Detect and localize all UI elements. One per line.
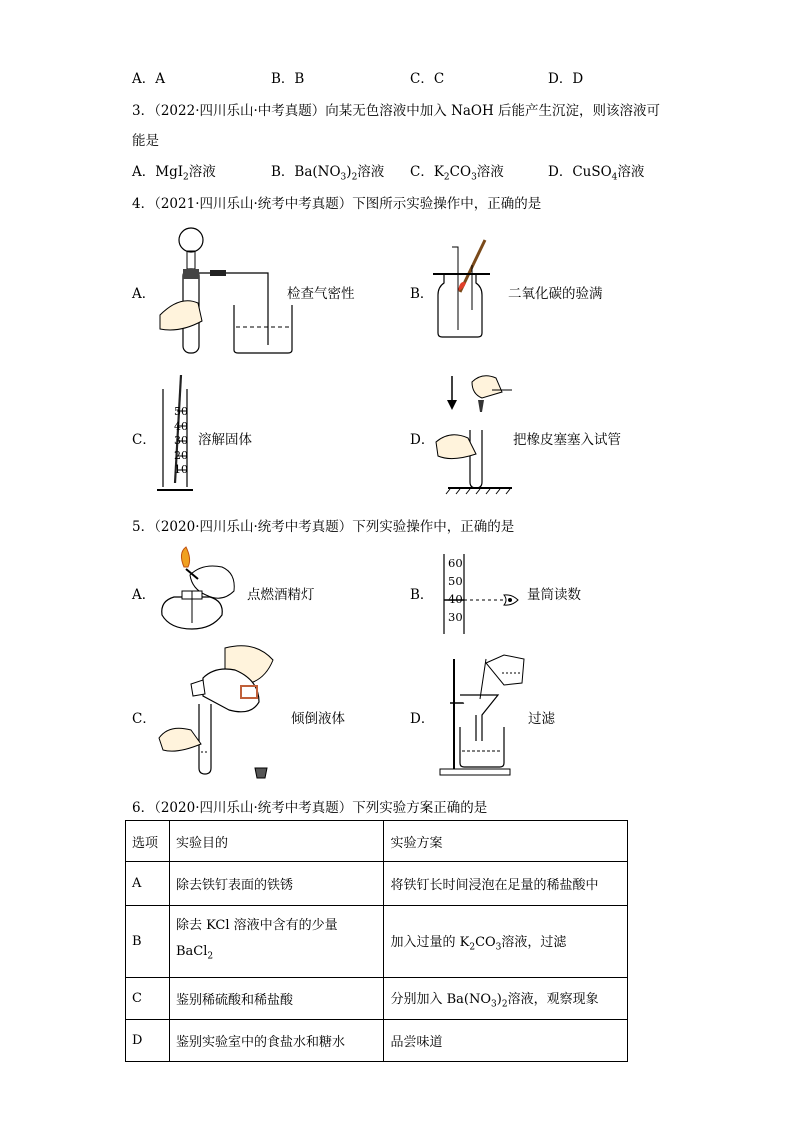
table-row	[126, 1020, 628, 1062]
q5-b-cylinder-scale	[448, 554, 463, 626]
q3-option-d: D．CuSO$_4$溶液	[548, 164, 645, 183]
q4-c-mark: 20	[174, 448, 188, 462]
q3-option-b: B．$Ba(NO_3)_2$溶液	[271, 164, 385, 183]
q2-option-a: A．A	[132, 71, 165, 87]
q4-c-mark: 30	[174, 434, 188, 447]
q5-c-label: 倾倒液体	[291, 711, 345, 727]
q4-c-letter: C．	[132, 432, 156, 448]
q5-b-mark: 40	[448, 592, 463, 606]
q4-d-letter: D．	[410, 432, 435, 448]
row-goal: 除去 KCl 溶液中含有的少量 BaCl$_2$	[169, 906, 384, 978]
q5-c-pour-liquid-figure	[155, 640, 280, 780]
q6-table	[125, 820, 628, 1062]
row-goal: 鉴别实验室中的食盐水和糖水	[169, 1020, 384, 1062]
row-option: C	[126, 978, 170, 1020]
q4-d-label: 把橡皮塞塞入试管	[513, 432, 621, 448]
header-option: 选项	[126, 821, 170, 862]
q3-stem-line2: 能是	[132, 133, 159, 149]
q5-c-letter: C．	[132, 711, 156, 727]
q5-d-label: 过滤	[528, 711, 555, 727]
table-row	[126, 906, 628, 978]
q5-a-label: 点燃酒精灯	[247, 587, 315, 603]
q5-a-letter: A．	[132, 587, 156, 603]
header-plan: 实验方案	[384, 821, 628, 862]
q5-a-alcohol-lamp-figure	[152, 545, 242, 635]
q5-b-cylinder-reading-figure	[430, 552, 525, 636]
table-row	[126, 862, 628, 906]
q2-option-b: B．B	[271, 71, 305, 87]
q3-option-c: C．$K_2CO_3$溶液	[410, 164, 504, 183]
row-option: A	[126, 862, 170, 906]
row-plan: 品尝味道	[384, 1020, 628, 1062]
row-option: D	[126, 1020, 170, 1062]
q5-b-letter: B．	[410, 587, 434, 603]
q5-d-letter: D．	[410, 711, 435, 727]
q4-stem: 4．（2021·四川乐山·统考中考真题）下图所示实验操作中，正确的是	[132, 196, 542, 212]
q5-b-mark: 50	[448, 574, 463, 588]
q4-b-label: 二氧化碳的验满	[508, 286, 603, 302]
q5-b-mark: 30	[448, 610, 463, 624]
q4-c-mark: 10	[174, 463, 188, 476]
q4-a-letter: A．	[132, 286, 156, 302]
row-option: B	[126, 906, 170, 978]
q4-c-mark: 40	[174, 419, 188, 433]
q3-stem-line1: 3．（2022·四川乐山·中考真题）向某无色溶液中加入 NaOH 后能产生沉淀，则该溶液可	[132, 103, 661, 119]
row-goal: 除去铁钉表面的铁锈	[169, 862, 384, 906]
q6-stem: 6．（2020·四川乐山·统考中考真题）下列实验方案正确的是	[132, 800, 488, 816]
row-plan: 将铁钉长时间浸泡在足量的稀盐酸中	[384, 862, 628, 906]
table-row	[126, 978, 628, 1020]
row-plan: 分别加入 $Ba(NO_3)_2$溶液，观察现象	[384, 978, 628, 1020]
row-goal: 鉴别稀硫酸和稀盐酸	[169, 978, 384, 1020]
q4-a-label: 检查气密性	[287, 286, 355, 302]
q5-b-label: 量筒读数	[527, 587, 581, 603]
q5-b-mark: 60	[448, 556, 463, 570]
q4-b-letter: B．	[410, 286, 434, 302]
q5-stem: 5．（2020·四川乐山·统考中考真题）下列实验操作中，正确的是	[132, 519, 515, 535]
q4-b-co2-check-figure	[430, 235, 505, 340]
q5-d-filtration-figure	[438, 655, 528, 777]
q4-a-airtightness-figure	[150, 225, 300, 360]
header-goal: 实验目的	[169, 821, 384, 862]
q4-c-label: 溶解固体	[198, 432, 252, 448]
q2-option-d: D．D	[548, 71, 584, 87]
q3-option-a: A．MgI$_2$溶液	[132, 164, 216, 183]
q4-c-mark: 50	[174, 405, 188, 418]
row-plan: 加入过量的 $K_2CO_3$溶液，过滤	[384, 906, 628, 978]
q4-c-cylinder-scale	[174, 405, 188, 478]
table-row-header	[126, 821, 628, 862]
q4-d-stopper-figure	[432, 370, 517, 495]
q2-option-c: C．C	[410, 71, 445, 87]
